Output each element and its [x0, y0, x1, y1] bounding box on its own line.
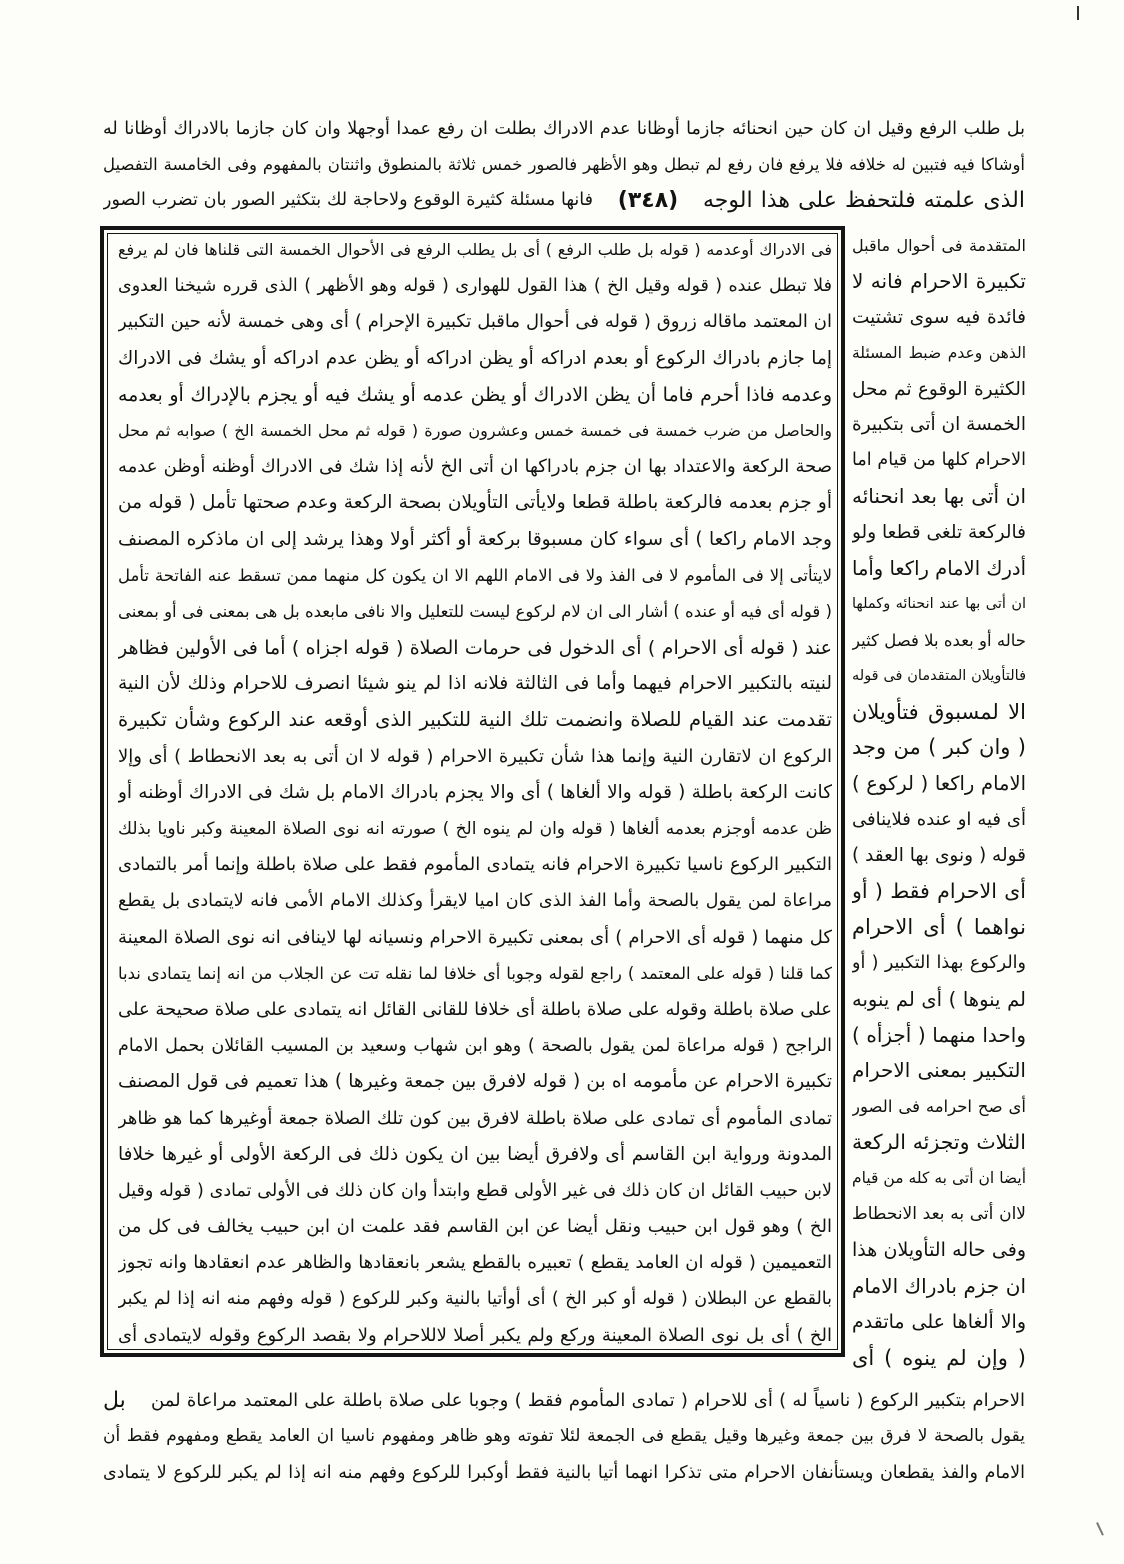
main-text-segment: الذى علمته فلتحفظ على هذا الوجه — [703, 187, 1025, 213]
side-column-line: لاان أتى به بعد الانحطاط — [852, 1204, 1026, 1225]
side-column-line: ( وإن لم ينوه ) أى — [852, 1345, 1026, 1370]
main-text-segment: بل — [103, 1387, 126, 1413]
side-column-line: والركوع بهذا التكبير ( أو — [852, 952, 1026, 973]
scan-mark — [1077, 6, 1079, 20]
side-column-line: المتقدمة فى أحوال ماقبل — [852, 236, 1026, 255]
commentary-line: صحة الركعة والاعتداد بها ان جزم بادراكها ان أتى الخ لأنه إذا شك فى الادراك أوظنه أوظن عدمه — [118, 456, 832, 478]
main-text-line — [103, 1382, 1025, 1418]
side-column-line: ان أتى بها بعد انحنائه — [852, 484, 1026, 509]
side-column-line: قوله ( ونوى بها العقد ) — [852, 845, 1026, 867]
main-text-line: أوشاكا فيه فتبين له خلافه فلا يرفع فان رفع لم تبطل وهو الأظهر فالصور خمس ثلاثة بالمنطوق واثنتان بالمفهوم وفى الخامسة التفصيل — [103, 155, 1025, 174]
side-column-line: فالتأويلان المتقدمان فى قوله — [852, 667, 1026, 684]
scan-mark — [1096, 1522, 1103, 1535]
commentary-line: والحاصل من ضرب خمسة فى خمسة خمس وعشرون صورة ( قوله ثم محل الخمسة الخ ) صوابه ثم محل — [118, 420, 832, 440]
commentary-line: الخ ) وهو قول ابن حبيب ونقل أيضا عن ابن القاسم فقد علمت ان ابن حبيب يخالف فى كل من — [118, 1216, 832, 1238]
page-number: (٣٤٨) — [617, 187, 679, 213]
side-column-line: أى فيه او عنده فلاينافى — [852, 809, 1026, 831]
side-column-line: فالركعة تلغى قطعا ولو — [852, 522, 1026, 544]
commentary-line: الخ ) أى بل نوى الصلاة المعينة وركع ولم يكبر أصلا لاللاحرام ولا بقصد الركوع وقوله لايتمادى أى — [118, 1324, 832, 1346]
commentary-line: ان المعتمد ماقاله زروق ( قوله فى أحوال ماقبل تكبيرة الإحرام ) أى وهى خمسة لأنه حين التكبير — [118, 311, 832, 333]
side-column-line: أدرك الامام راكعا وأما — [852, 557, 1026, 581]
commentary-line: تقدمت عند القيام للصلاة وانضمت تلك النية للتكبير الذى أوقعه عند الركوع وشأن تكبيرة — [118, 708, 832, 732]
side-column-line: الخمسة ان أتى بتكبيرة — [852, 414, 1026, 436]
side-column-line: الاحرام كلها من قيام اما — [852, 450, 1026, 471]
side-column-line: نواهما ) أى الاحرام — [852, 914, 1026, 939]
main-text-line: الامام والفذ يقطعان ويستأنفان الاحرام متى تذكرا انهما أتيا بالنية فقط أوكبرا للركوع وفهم منه انه إذا لم يكبر للركوع لا يتمادى — [103, 1463, 1025, 1483]
side-column-line: حاله أو بعده بلا فصل كثير — [852, 630, 1026, 650]
side-column-line: ان أتى بها عند انحنائه وكملها — [852, 595, 1026, 612]
side-column-line: التكبير بمعنى الاحرام — [852, 1058, 1026, 1083]
side-column-line: واحدا منهما ( أجزأه ) — [852, 1022, 1026, 1047]
commentary-line: الركوع ان لاتقارن النية وإنما هذا شأن تكبيرة الاحرام ( قوله لا ان أتى به بعد الانحطاط ) أى وإلا — [118, 745, 832, 767]
commentary-line: الراجح ( قوله مراعاة لمن يقول بالصحة ) وهو ابن شهاب وسعيد بن المسيب القائلان بحمل الامام — [118, 1036, 832, 1057]
commentary-line: كانت الركعة باطلة ( قوله والا ألغاها ) أى والا يجزم بادراك الامام بل شك فى الادراك أوظنه أو — [118, 781, 832, 803]
commentary-line: بالقطع عن البطلان ( قوله أو كبر الخ ) أى أوأتيا بالنية وكبر للركوع ( قوله وفهم منه انه إذا لم يكبر — [118, 1289, 832, 1310]
commentary-line: لنيته بالتكبير الاحرام فيهما وأما فى الثالثة فلانه اذا لم ينو شيئا انصرف للاحرام وذلك لأن النية — [118, 673, 832, 695]
side-column-line: أى الاحرام فقط ( أو — [852, 879, 1026, 904]
commentary-line: وعدمه فاذا أحرم فاما أن يظن الادراك أو يظن عدمه أو يشك فيه أو يجزم بالإدراك أو بعدمه — [118, 383, 832, 406]
main-text-segment: الاحرام بتكبير الركوع ( ناسياً له ) أى للاحرام ( تمادى المأموم فقط ) وجوبا على صلاة باطلة على المعتمد مراعاة لمن — [151, 1389, 1025, 1411]
side-column-line: الا لمسبوق فتأويلان — [852, 699, 1026, 724]
commentary-line: المدونة ورواية ابن القاسم أى ولافرق أيضا بين ان يكون ذلك فى الركعة الأولى أو غيرها خلافا — [118, 1143, 832, 1165]
side-column-line: الثلاث وتجزئه الركعة — [852, 1130, 1026, 1155]
side-column-line: الامام راكعا ( لركوع ) — [852, 772, 1026, 796]
side-column-line: فائدة فيه سوى تشتيت — [852, 306, 1026, 328]
commentary-line: وجد الامام راكعا ) أى سواء كان مسبوقا بركعة أو أكثر أولا وهذا يرشد إلى ان ماذكره المصنف — [118, 528, 832, 550]
commentary-line: التكبير الركوع ناسيا تكبيرة الاحرام فانه يتمادى المأموم فقط على صلاة باطلة وإنما أمر بالتمادى — [118, 854, 832, 876]
main-text-line: يقول بالصحة لا فرق بين جمعة وغيرها وقيل يقطع فى الجمعة لئلا تفوته وهو ظاهر ومفهوم ناسيا ان العامد يقطع ومفهوم فقط أن — [103, 1426, 1025, 1446]
commentary-line: ( قوله أى فيه أو عنده ) أشار الى ان لام لركوع ليست للتعليل والا نافى مابعده بل هى بمعنى فى أو بمعنى — [118, 601, 832, 621]
main-text-line: بل طلب الرفع وقيل ان كان حين انحنائه جازما أوظانا عدم الادراك بطلت ان رفع عمدا أوجهلا وان كان جازما بالادراك أوظانا له — [103, 119, 1025, 139]
main-text-segment: فانها مسئلة كثيرة الوقوع ولاحاجة لك بتكثير الصور بان تضرب الصور — [103, 189, 593, 210]
commentary-line: تمادى المأموم أى تمادى على صلاة باطلة لافرق بين كون تلك الصلاة جمعة أوغيرها كما هو ظاهر — [118, 1107, 832, 1129]
side-column-line: ان جزم بادراك الامام — [852, 1273, 1026, 1298]
commentary-line: لابن حبيب القائل ان كان ذلك فى غير الأولى قطع وابتدأ وان كان ذلك فى الأولى تمادى ( قوله وقيل — [118, 1180, 832, 1201]
commentary-line: لايتأتى إلا فى المأموم لا فى الفذ ولا فى الامام اللهم الا ان يكون كل منهما ممن تسقط عنه الفاتحة تأمل — [118, 565, 832, 585]
commentary-line: أو جزم بعدمه فالركعة باطلة قطعا ولايأتى التأويلان بصحة الركعة وعدم صحتها تأمل ( قوله من — [118, 492, 832, 514]
commentary-line: عند ( قوله أى الاحرام ) أى الدخول فى حرمات الصلاة ( قوله اجزاه ) أما فى الأولين فظاهر — [118, 637, 832, 660]
main-text-side-column — [852, 228, 1026, 1377]
commentary-line: فلا تبطل عنده ( قوله وقيل الخ ) هذا القول للهوارى ( قوله وهو الأظهر ) الذى قرره شيخنا العدوى — [118, 276, 832, 297]
side-column-line: أيضا ان أتى به كله من قيام — [852, 1169, 1026, 1188]
commentary-line: فى الادراك أوعدمه ( قوله بل طلب الرفع ) أى بل يطلب الرفع فى الأحوال الخمسة التى قلناها فان لم يرفع — [118, 240, 832, 259]
side-column-line: الكثيرة الوقوع ثم محل — [852, 378, 1026, 400]
commentary-line: كل منهما ( قوله أى الاحرام ) أى بمعنى تكبيرة الاحرام ونسيانه لها لاينافى انه نوى الصلاة المعينة — [118, 926, 832, 948]
side-column-line: الذهن وعدم ضبط المسئلة — [852, 343, 1026, 362]
side-column-line: تكبيرة الاحرام فانه لا — [852, 268, 1026, 293]
main-text-bottom — [103, 1382, 1025, 1492]
side-column-line: وفى حاله التأويلان هذا — [852, 1238, 1026, 1261]
commentary-line: إما جازم بادراك الركوع أو بعدم ادراكه أو يظن ادراكه أو يظن عدم ادراكه أو يشك فى الادراك — [118, 347, 832, 369]
commentary-line: ظن عدمه أوجزم بعدمه ألغاها ( قوله وان لم ينوه الخ ) صورته انه نوى الصلاة المعينة وكبر ناويا بذلك — [118, 819, 832, 839]
commentary-text — [118, 232, 832, 1354]
commentary-line: كما قلنا ( قوله على المعتمد ) راجع لقوله وجوبا أى خلافا لما نقله تت عن الجلاب من انه إنما يتمادى ندبا — [118, 963, 832, 983]
side-column-line: أى صح احرامه فى الصور — [852, 1097, 1026, 1117]
side-column-line: والا ألغاها على ماتقدم — [852, 1310, 1026, 1333]
side-column-line: لم ينوها ) أى لم ينوبه — [852, 987, 1026, 1011]
commentary-line: التعميمين ( قوله ان العامد يقطع ) تعبيره بالقطع يشعر بانعقادها والظاهر عدم انعقادها وانه تجوز — [118, 1252, 832, 1274]
main-text-top — [103, 112, 1025, 218]
commentary-line: مراعاة لمن يقول بالصحة وأما الفذ الذى كان اميا لايقرأ وكذلك الامام الأمى فانه لايتمادى بل يقطع — [118, 891, 832, 912]
side-column-line: ( وان كبر ) من وجد — [852, 735, 1026, 760]
main-text-line-with-page-number — [103, 182, 1025, 218]
commentary-line: على صلاة باطلة وقوله على صلاة باطلة أى خلافا للقانى القائل انه يتمادى على صلاة صحيحة على — [118, 998, 832, 1020]
commentary-line: تكبيرة الاحرام عن مأمومه اه بن ( قوله لافرق بين جمعة وغيرها ) هذا تعميم فى قول المصنف — [118, 1071, 832, 1093]
